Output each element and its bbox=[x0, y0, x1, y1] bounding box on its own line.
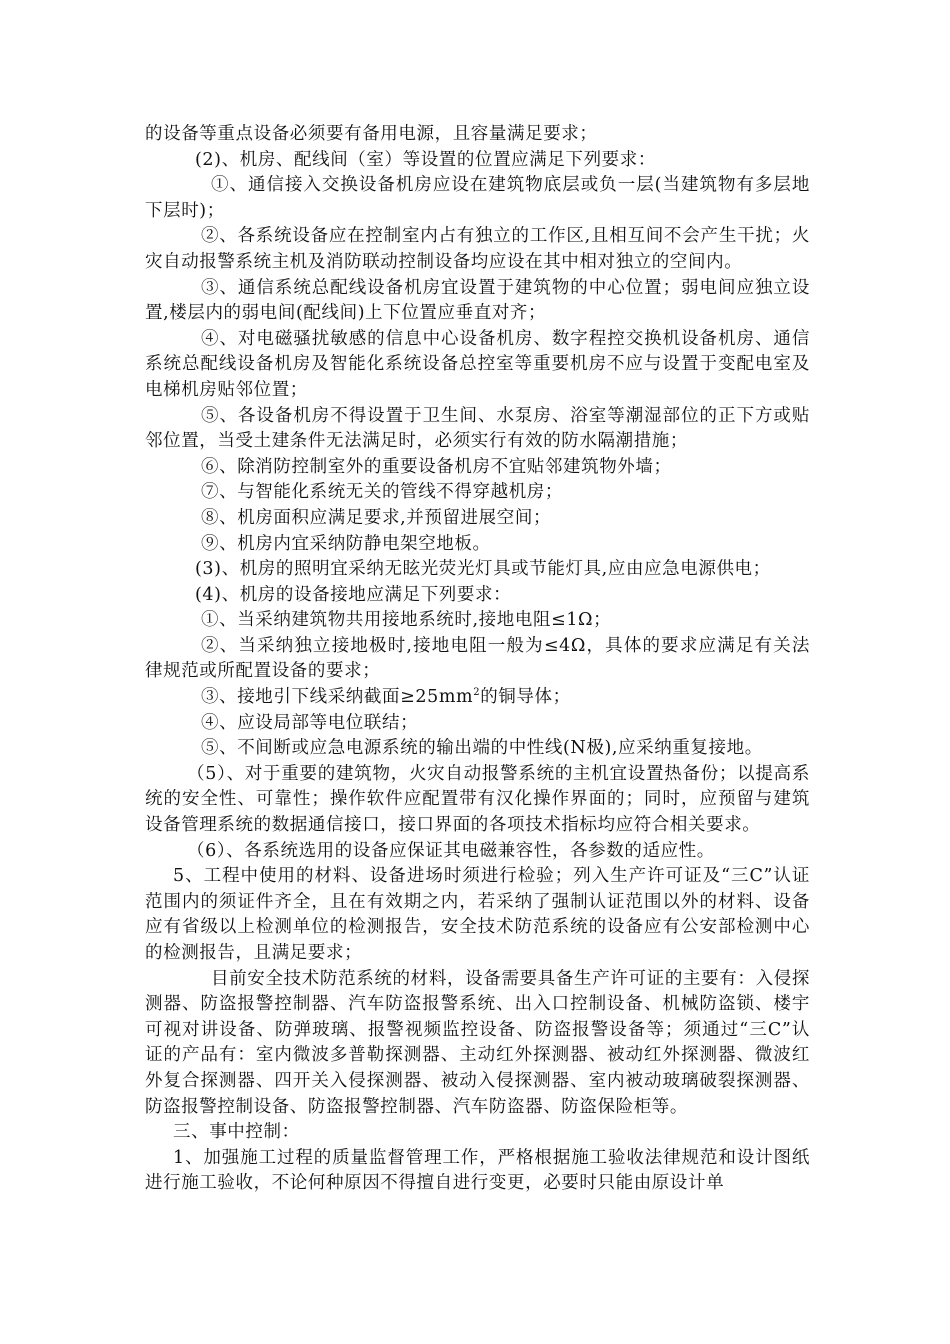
paragraph: 目前安全技术防范系统的材料，设备需要具备生产许可证的主要有：入侵探测器、防盗报警控制器、汽车防盗报警系统、出入口控制设备、机械防盗锁、楼宇可视对讲设备、防弹玻璃、报警视频监控设备、防盗报警设备等；须通过“三C”认证的产品有：室内微波多普勒探测器、主动红外探测器、被动红外探测器、微波红外复合探测器、四开关入侵探测器、被动入侵探测器、室内被动玻璃破裂探测器、防盗报警控制设备、防盗报警控制器、汽车防盗器、防盗保险柜等。 bbox=[145, 968, 810, 1117]
paragraph: ①、当采纳建筑物共用接地系统时,接地电阻≤1Ω； bbox=[201, 610, 612, 631]
paragraph: ⑧、机房面积应满足要求,并预留进展空间； bbox=[201, 507, 552, 528]
superscript: 2 bbox=[473, 687, 481, 699]
paragraph: 1、加强施工过程的质量监督管理工作，严格根据施工验收法律规范和设计图纸进行施工验收，不论何种原因不得擅自进行变更，必要时只能由原设计单 bbox=[145, 1147, 810, 1194]
paragraph: ④、对电磁骚扰敏感的信息中心设备机房、数字程控交换机设备机房、通信系统总配线设备机房及智能化系统设备总控室等重要机房不应与设置于变配电室及电梯机房贴邻位置； bbox=[145, 328, 810, 400]
paragraph-text: ③、接地引下线采纳截面≥25mm bbox=[201, 687, 474, 708]
paragraph: (2)、机房、配线间（室）等设置的位置应满足下列要求： bbox=[195, 149, 656, 170]
paragraph: 的设备等重点设备必须要有备用电源，且容量满足要求； bbox=[145, 124, 598, 144]
paragraph: ⑦、与智能化系统无关的管线不得穿越机房； bbox=[201, 482, 563, 503]
section-heading: 三、事中控制： bbox=[173, 1122, 300, 1143]
paragraph: 5、工程中使用的材料、设备进场时须进行检验；列入生产许可证及“三C”认证范围内的须证件齐全，且在有效期之内，若采纳了强制认证范围以外的材料、设备应有省级以上检测单位的检测报告，安全技术防范系统的设备应有公安部检测中心的检测报告，且满足要求； bbox=[145, 866, 810, 963]
document-body bbox=[145, 122, 810, 1197]
paragraph: ②、当采纳独立接地极时,接地电阻一般为≤4Ω，具体的要求应满足有关法律规范或所配置设备的要求； bbox=[145, 635, 810, 682]
paragraph: （5）、对于重要的建筑物，火灾自动报警系统的主机宜设置热备份；以提高系统的安全性、可靠性；操作软件应配置带有汉化操作界面的；同时，应预留与建筑设备管理系统的数据通信接口，接口界面的各项技术指标均应符合相关要求。 bbox=[145, 763, 810, 836]
paragraph: ③、通信系统总配线设备机房宜设置于建筑物的中心位置；弱电间应独立设置,楼层内的弱电间(配线间)上下位置应垂直对齐； bbox=[145, 277, 810, 324]
paragraph: ⑥、除消防控制室外的重要设备机房不宜贴邻建筑物外墙； bbox=[201, 456, 672, 477]
paragraph: ⑨、机房内宜采纳防静电架空地板。 bbox=[201, 533, 491, 554]
paragraph: ⑤、各设备机房不得设置于卫生间、水泵房、浴室等潮湿部位的正下方或贴邻位置，当受土建条件无法满足时，必须实行有效的防水隔潮措施； bbox=[145, 405, 810, 452]
paragraph: （6）、各系统选用的设备应保证其电磁兼容性，各参数的适应性。 bbox=[187, 840, 715, 861]
paragraph: ②、各系统设备应在控制室内占有独立的工作区,且相互间不会产生干扰；火灾自动报警系统主机及消防联动控制设备均应设在其中相对独立的空间内。 bbox=[145, 226, 810, 272]
paragraph-tail: 的铜导体； bbox=[480, 687, 571, 708]
paragraph: ④、应设局部等电位联结； bbox=[201, 712, 419, 733]
paragraph: ①、通信接入交换设备机房应设在建筑物底层或负一层(当建筑物有多层地下层时)； bbox=[145, 175, 810, 221]
paragraph: (3)、机房的照明宜采纳无眩光荧光灯具或节能灯具,应由应急电源供电； bbox=[195, 559, 771, 580]
paragraph: ⑤、不间断或应急电源系统的输出端的中性线(N极),应采纳重复接地。 bbox=[201, 738, 763, 759]
paragraph: (4)、机房的设备接地应满足下列要求： bbox=[195, 584, 512, 605]
paragraph bbox=[145, 685, 810, 711]
